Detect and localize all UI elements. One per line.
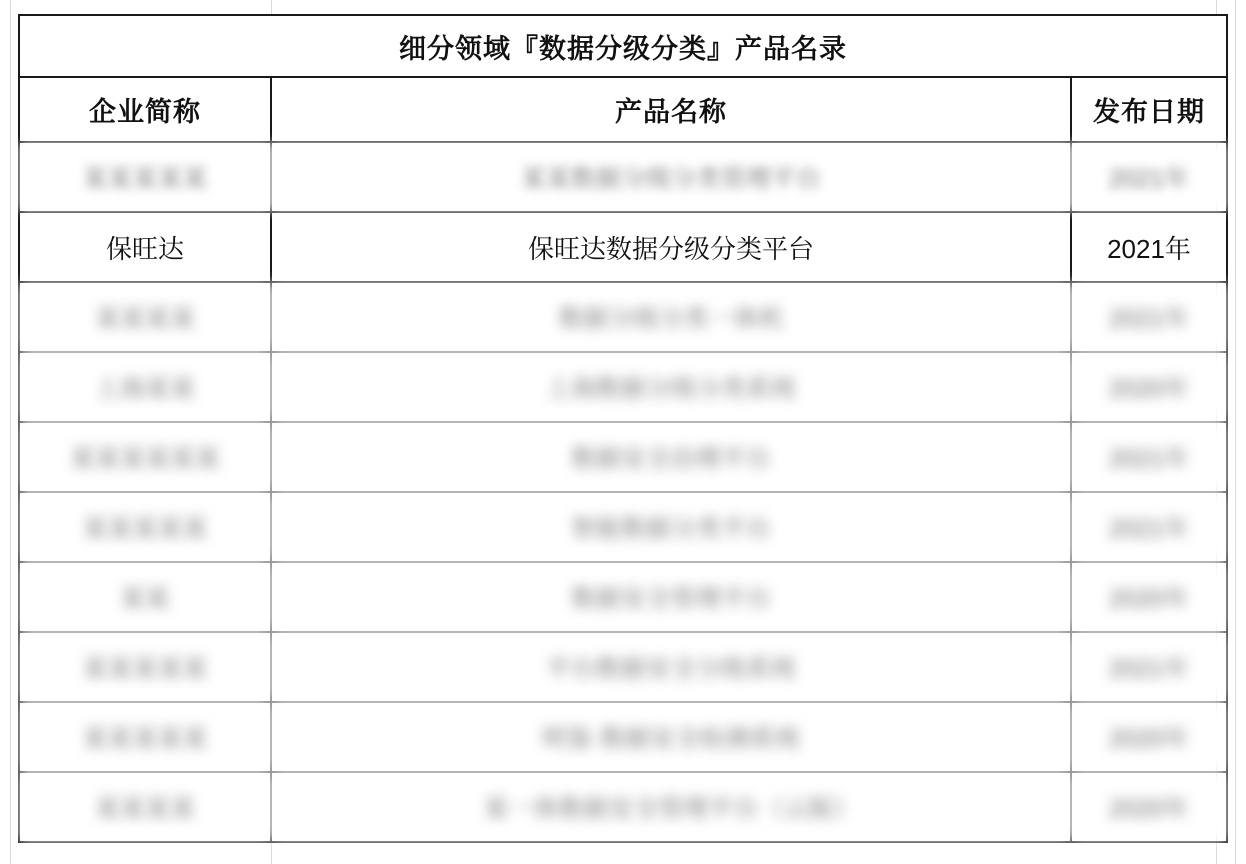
table-header-row <box>19 77 1227 142</box>
table-row <box>19 352 1227 422</box>
cell-date: 2021年 <box>1071 142 1227 212</box>
cell-date: 2021年 <box>1071 212 1227 282</box>
column-header-product: 产品名称 <box>271 77 1071 142</box>
cell-product: 上海数据分级分类系统 <box>271 352 1071 422</box>
cell-company: 上海某某 <box>19 352 271 422</box>
table-row <box>19 142 1227 212</box>
table-row-highlighted <box>19 212 1227 282</box>
cell-product: 某一体数据安全管理平台（云版） <box>271 772 1071 842</box>
cell-date: 2021年 <box>1071 282 1227 352</box>
cell-date: 2020年 <box>1071 772 1227 842</box>
cell-company: 某某某某 <box>19 772 271 842</box>
table-row <box>19 282 1227 352</box>
cell-product: 数据分级分类一体机 <box>271 282 1071 352</box>
cell-date: 2020年 <box>1071 702 1227 772</box>
cell-product: 平台数据安全分级系统 <box>271 632 1071 702</box>
cell-company: 某某 <box>19 562 271 632</box>
cell-date: 2020年 <box>1071 352 1227 422</box>
cell-product: 某某数据分级分类管理平台 <box>271 142 1071 212</box>
column-header-company: 企业简称 <box>19 77 271 142</box>
table-title-row <box>19 15 1227 77</box>
cell-company: 某某某某某 <box>19 492 271 562</box>
grid-line-left-1 <box>10 0 11 864</box>
cell-product: 智能数据分类平台 <box>271 492 1071 562</box>
cell-company: 保旺达 <box>19 212 271 282</box>
cell-company: 某某某某某 <box>19 632 271 702</box>
cell-company: 某某某某某 <box>19 702 271 772</box>
cell-date: 2021年 <box>1071 422 1227 492</box>
cell-company: 某某某某某 <box>19 142 271 212</box>
cell-date: 2021年 <box>1071 632 1227 702</box>
product-directory-table <box>18 14 1228 843</box>
cell-company: 某某某某 <box>19 282 271 352</box>
table-row <box>19 562 1227 632</box>
cell-date: 2020年 <box>1071 562 1227 632</box>
cell-product: 明鉴·数据安全检测系统 <box>271 702 1071 772</box>
table-row <box>19 632 1227 702</box>
table-row <box>19 702 1227 772</box>
table-row <box>19 422 1227 492</box>
grid-line-right-2 <box>1235 0 1236 864</box>
cell-product: 数据安全管理平台 <box>271 562 1071 632</box>
table-row <box>19 492 1227 562</box>
cell-date: 2021年 <box>1071 492 1227 562</box>
page-title: 细分领域『数据分级分类』产品名录 <box>19 15 1227 77</box>
column-header-date: 发布日期 <box>1071 77 1227 142</box>
cell-product: 数据安全治理平台 <box>271 422 1071 492</box>
cell-product: 保旺达数据分级分类平台 <box>271 212 1071 282</box>
cell-company: 某某某某某某 <box>19 422 271 492</box>
table-row <box>19 772 1227 842</box>
